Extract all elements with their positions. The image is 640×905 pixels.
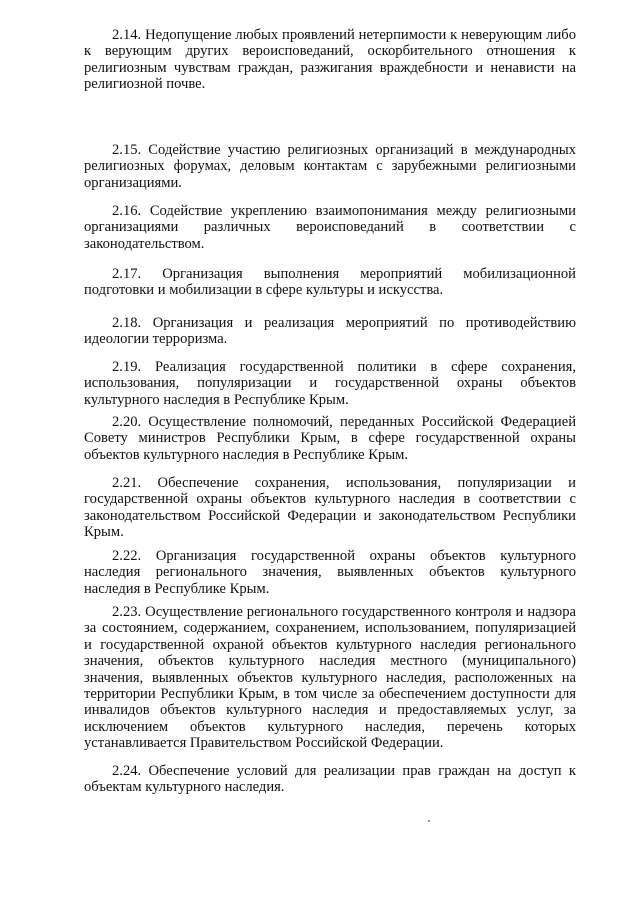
paragraph-2-23: 2.23. Осуществление регионального государственного контроля и надзора за состоянием, содержанием, сохранением, использованием, популяризацией и государственной охраной объектов культурного наследия регионального значения, объектов культурного наследия местного (муниципального) значения, выявленных объектов культурного наследия, расположенных на территории Республики Крым, в том числе за обеспечением доступности для инвалидов объектов культурного наследия и предоставляемых услуг, за исключением объектов культурного наследия, перечень которых устанавливается Правительством Российской Федерации. — [84, 604, 576, 752]
paragraph-2-20: 2.20. Осуществление полномочий, переданных Российской Федерацией Совету министров Республики Крым, в сфере государственной охраны объектов культурного наследия в Республике Крым. — [84, 414, 576, 463]
paragraph-2-24: 2.24. Обеспечение условий для реализации прав граждан на доступ к объектам культурного наследия. — [84, 763, 576, 796]
paragraph-2-19: 2.19. Реализация государственной политики в сфере сохранения, использования, популяризации и государственной охраны объектов культурного наследия в Республике Крым. — [84, 359, 576, 408]
paragraph-2-21: 2.21. Обеспечение сохранения, использования, популяризации и государственной охраны объектов культурного наследия в соответствии с законодательством Российской Федерации и законодательством Республики Крым. — [84, 475, 576, 541]
paragraph-2-16: 2.16. Содействие укреплению взаимопонимания между религиозными организациями различных вероисповеданий в соответствии с законодательством. — [84, 203, 576, 252]
paragraph-2-14: 2.14. Недопущение любых проявлений нетерпимости к неверующим либо к верующим других вероисповеданий, оскорбительного отношения к религиозным чувствам граждан, разжигания враждебности и ненависти на религиозной почве. — [84, 27, 576, 93]
paragraph-2-15: 2.15. Содействие участию религиозных организаций в международных религиозных форумах, деловым контактам с зарубежными религиозными организациями. — [84, 142, 576, 191]
paragraph-2-18: 2.18. Организация и реализация мероприятий по противодействию идеологии терроризма. — [84, 315, 576, 348]
paragraph-2-17: 2.17. Организация выполнения мероприятий мобилизационной подготовки и мобилизации в сфере культуры и искусства. — [84, 266, 576, 299]
paragraph-2-22: 2.22. Организация государственной охраны объектов культурного наследия регионального значения, выявленных объектов культурного наследия в Республике Крым. — [84, 548, 576, 597]
scan-speck — [428, 820, 430, 822]
